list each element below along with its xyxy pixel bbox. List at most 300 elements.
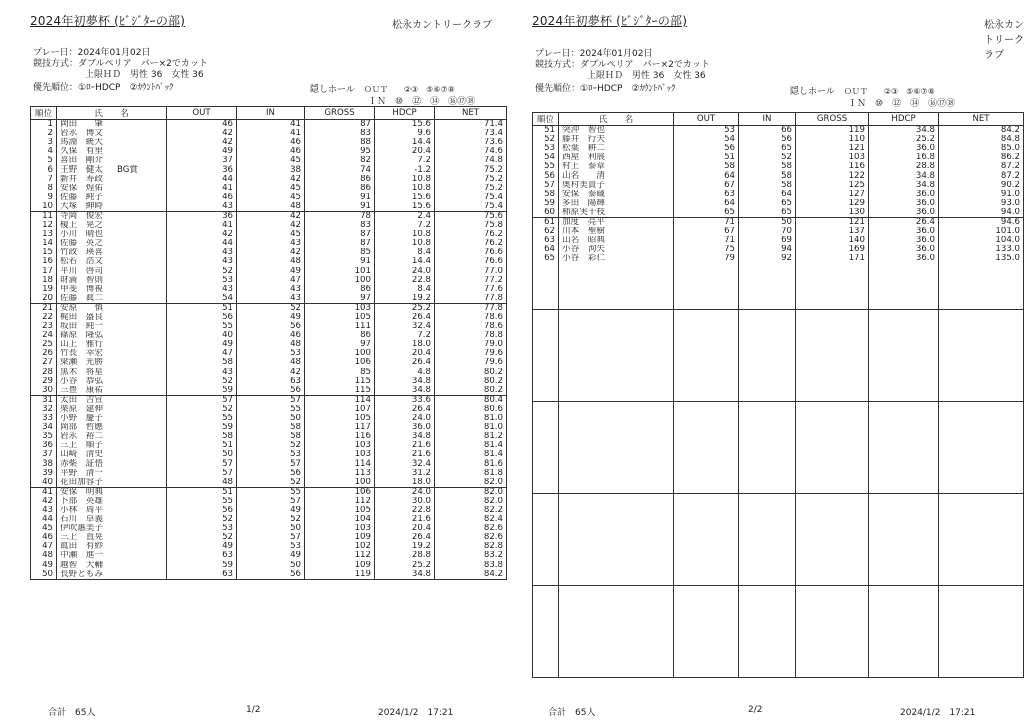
report-title: 2024年初夢杯 (ﾋﾞｼﾞﾀｰの部): [532, 14, 688, 28]
rank-cell: 2: [31, 129, 57, 138]
table-row: [533, 328, 1024, 337]
out-cell: 52: [167, 377, 237, 386]
name-cell: [559, 493, 674, 503]
name-cell: [559, 411, 674, 420]
net-cell: 81.0: [435, 423, 507, 432]
hdcp-cell: [869, 557, 939, 566]
out-cell: 41: [167, 221, 237, 230]
table-row: [533, 190, 1024, 199]
in-cell: 53: [237, 349, 305, 358]
table-row: [533, 622, 1024, 631]
rank-cell: 39: [31, 469, 57, 478]
in-cell: 94: [739, 245, 796, 254]
net-cell: [939, 658, 1024, 667]
out-cell: 43: [167, 248, 237, 257]
net-cell: 87.2: [939, 162, 1024, 171]
in-cell: [739, 668, 796, 678]
table-row: [31, 414, 507, 423]
in-cell: 53: [237, 542, 305, 551]
footer-page-number: 1/2: [246, 705, 261, 715]
name-cell: [57, 515, 167, 524]
table-row: [31, 497, 507, 506]
gross-cell: [796, 411, 869, 420]
player-name: 平川 啓司: [60, 266, 103, 276]
net-cell: 74.6: [435, 147, 507, 156]
hdcp-cell: 21.6: [375, 515, 435, 524]
rank-cell: 51: [533, 126, 559, 136]
hdcp-cell: 22.8: [375, 506, 435, 515]
name-cell: [559, 171, 674, 180]
player-name: 松葉 耕二: [562, 144, 605, 154]
table-row: [533, 171, 1024, 180]
in-cell: [739, 346, 796, 355]
net-cell: [939, 631, 1024, 640]
in-cell: 58: [739, 181, 796, 190]
out-cell: 71: [674, 217, 739, 227]
rank-cell: 10: [31, 202, 57, 212]
name-cell: [559, 346, 674, 355]
gross-cell: [796, 300, 869, 310]
rank-cell: 21: [31, 303, 57, 313]
net-cell: 74.8: [435, 156, 507, 165]
gross-cell: 86: [305, 285, 375, 294]
in-cell: [739, 263, 796, 272]
in-cell: [739, 319, 796, 328]
player-name: 多田 陽輝: [562, 198, 605, 208]
table-row: [31, 211, 507, 221]
player-name: 伊吹惠美子: [60, 524, 103, 534]
hdcp-cell: 8.4: [375, 285, 435, 294]
gross-cell: [796, 658, 869, 667]
table-row: [533, 217, 1024, 227]
in-cell: [739, 411, 796, 420]
player-name: 小林 周平: [60, 505, 103, 515]
gross-cell: 103: [305, 524, 375, 533]
rank-cell: [533, 595, 559, 604]
hdcp-cell: 36.0: [869, 199, 939, 208]
hdcp-cell: [869, 622, 939, 631]
name-cell: [57, 459, 167, 468]
out-cell: 56: [674, 144, 739, 153]
gross-cell: 103: [305, 441, 375, 450]
out-cell: [674, 392, 739, 402]
table-row: [533, 300, 1024, 310]
name-cell: [559, 208, 674, 218]
player-name: 岡田 肇: [60, 119, 103, 130]
player-name: 長野ともみ: [60, 569, 103, 579]
hdcp-cell: [869, 649, 939, 658]
net-cell: [939, 383, 1024, 392]
footer-timestamp: 2024/1/2 17:21: [378, 708, 454, 718]
player-name: 王野 健太: [60, 165, 103, 175]
in-cell: [739, 447, 796, 456]
gross-cell: [796, 512, 869, 521]
player-name: 栗原 建伸: [60, 404, 103, 414]
rank-cell: [533, 374, 559, 383]
rank-cell: [533, 355, 559, 364]
net-cell: 80.6: [435, 405, 507, 414]
net-cell: [939, 668, 1024, 678]
name-cell: [57, 331, 167, 340]
gross-cell: 100: [305, 276, 375, 285]
out-cell: [674, 309, 739, 319]
info-priority: 優先順位：①ﾛｰHDCP ②ｶｳﾝﾄﾊﾞｯｸ: [535, 84, 676, 94]
in-cell: [739, 456, 796, 465]
gross-cell: 100: [305, 349, 375, 358]
name-cell: [559, 282, 674, 291]
gross-cell: 116: [796, 162, 869, 171]
hdcp-cell: 20.4: [375, 524, 435, 533]
net-cell: 82.4: [435, 515, 507, 524]
gross-cell: 86: [305, 184, 375, 193]
table-row: [533, 595, 1024, 604]
net-cell: [939, 392, 1024, 402]
hdcp-cell: 33.6: [375, 395, 435, 405]
net-cell: 71.4: [435, 120, 507, 130]
hdcp-cell: [869, 503, 939, 512]
in-cell: 57: [237, 533, 305, 542]
net-cell: [939, 475, 1024, 484]
name-cell: [57, 221, 167, 230]
out-cell: 49: [167, 542, 237, 551]
in-cell: 41: [237, 120, 305, 130]
gross-cell: [796, 521, 869, 530]
table-row: [533, 631, 1024, 640]
in-cell: 42: [237, 175, 305, 184]
net-cell: 80.2: [435, 368, 507, 377]
rank-cell: 53: [533, 144, 559, 153]
gross-cell: 101: [305, 267, 375, 276]
name-cell: [57, 211, 167, 221]
hdcp-cell: [869, 319, 939, 328]
table-row: [31, 542, 507, 551]
gross-cell: 110: [796, 135, 869, 144]
table-row: [533, 245, 1024, 254]
in-cell: [739, 658, 796, 667]
gross-cell: [796, 530, 869, 539]
table-row: [31, 257, 507, 266]
net-cell: 82.0: [435, 497, 507, 506]
name-cell: [57, 248, 167, 257]
rank-cell: 40: [31, 478, 57, 488]
player-name: 財満 智則: [60, 275, 103, 285]
out-cell: 57: [167, 459, 237, 468]
in-cell: [739, 429, 796, 438]
table-row: [31, 368, 507, 377]
hdcp-cell: [869, 374, 939, 383]
in-cell: 65: [739, 208, 796, 218]
player-name: 岩永 裕二: [60, 432, 103, 442]
header-rank: 順位: [31, 107, 57, 120]
name-cell: [559, 530, 674, 539]
name-cell: [57, 506, 167, 515]
header-gross: GROSS: [796, 113, 869, 126]
table-row: [533, 273, 1024, 282]
gross-cell: 103: [305, 450, 375, 459]
name-cell: [559, 319, 674, 328]
hdcp-cell: 4.8: [375, 368, 435, 377]
rank-cell: 46: [31, 533, 57, 542]
player-name: 三上 直晃: [60, 533, 103, 543]
out-cell: 42: [167, 129, 237, 138]
table-row: [31, 441, 507, 450]
score-table: [532, 112, 1024, 678]
table-row: [533, 263, 1024, 272]
in-cell: [739, 539, 796, 548]
in-cell: 48: [237, 340, 305, 349]
gross-cell: [796, 420, 869, 429]
rank-cell: [533, 493, 559, 503]
hdcp-cell: [869, 447, 939, 456]
out-cell: [674, 585, 739, 595]
hdcp-cell: 21.6: [375, 441, 435, 450]
hdcp-cell: 30.0: [375, 497, 435, 506]
player-name: 石川 卓義: [60, 515, 103, 525]
out-cell: [674, 319, 739, 328]
net-cell: 133.0: [939, 245, 1024, 254]
net-cell: 76.6: [435, 248, 507, 257]
out-cell: 64: [674, 171, 739, 180]
out-cell: 64: [674, 199, 739, 208]
net-cell: 94.6: [939, 217, 1024, 227]
rank-cell: 36: [31, 441, 57, 450]
net-cell: 77.8: [435, 303, 507, 313]
name-cell: [559, 392, 674, 402]
name-cell: [559, 245, 674, 254]
out-cell: 53: [167, 524, 237, 533]
rank-cell: 44: [31, 515, 57, 524]
player-name: 安保 明典: [60, 487, 103, 497]
hdcp-cell: [869, 429, 939, 438]
name-cell: [559, 567, 674, 576]
out-cell: [674, 548, 739, 557]
hdcp-cell: [869, 604, 939, 613]
table-row: [31, 459, 507, 468]
net-cell: [939, 319, 1024, 328]
net-cell: 82.0: [435, 487, 507, 497]
out-cell: 55: [167, 322, 237, 331]
net-cell: [939, 263, 1024, 272]
in-cell: 63: [237, 377, 305, 386]
gross-cell: 102: [305, 542, 375, 551]
net-cell: 82.8: [435, 542, 507, 551]
player-name: 柿原実千枝: [562, 207, 605, 217]
in-cell: [739, 640, 796, 649]
hdcp-cell: 25.2: [869, 135, 939, 144]
rank-cell: [533, 291, 559, 300]
in-cell: 49: [237, 313, 305, 322]
in-cell: [739, 465, 796, 474]
out-cell: 40: [167, 331, 237, 340]
rank-cell: 49: [31, 561, 57, 570]
net-cell: 77.2: [435, 276, 507, 285]
name-cell: [57, 120, 167, 130]
name-cell: [559, 401, 674, 411]
name-cell: [57, 368, 167, 377]
out-cell: 49: [167, 340, 237, 349]
rank-cell: 55: [533, 162, 559, 171]
name-cell: [559, 557, 674, 566]
name-cell: [57, 239, 167, 248]
in-cell: [739, 613, 796, 622]
out-cell: [674, 622, 739, 631]
rank-cell: 16: [31, 257, 57, 266]
player-name: 眞田 有紗: [60, 542, 103, 552]
rank-cell: 15: [31, 248, 57, 257]
out-cell: [674, 263, 739, 272]
name-cell: [559, 144, 674, 153]
net-cell: [939, 521, 1024, 530]
gross-cell: 130: [796, 208, 869, 218]
name-cell: [559, 263, 674, 272]
rank-cell: 38: [31, 459, 57, 468]
out-cell: 53: [167, 276, 237, 285]
table-row: [31, 478, 507, 488]
net-cell: 94.0: [939, 208, 1024, 218]
out-cell: 46: [167, 120, 237, 130]
net-cell: [939, 604, 1024, 613]
hdcp-cell: 31.2: [375, 469, 435, 478]
name-cell: [57, 193, 167, 202]
in-cell: [739, 585, 796, 595]
out-cell: 51: [167, 303, 237, 313]
hdcp-cell: 36.0: [375, 423, 435, 432]
in-cell: 48: [237, 358, 305, 367]
gross-cell: [796, 604, 869, 613]
player-name: 久保 有里: [60, 147, 103, 157]
name-cell: [57, 450, 167, 459]
in-cell: [739, 493, 796, 503]
table-row: [533, 530, 1024, 539]
in-cell: 49: [237, 551, 305, 560]
header-name: 氏 名: [57, 107, 167, 120]
name-cell: [559, 273, 674, 282]
gross-cell: [796, 282, 869, 291]
gross-cell: [796, 447, 869, 456]
gross-cell: 85: [305, 248, 375, 257]
hdcp-cell: [869, 567, 939, 576]
table-row: [31, 515, 507, 524]
table-row: [533, 613, 1024, 622]
in-cell: [739, 649, 796, 658]
hdcp-cell: 22.8: [375, 276, 435, 285]
table-row: [31, 193, 507, 202]
out-cell: 41: [167, 184, 237, 193]
hdcp-cell: 18.0: [375, 340, 435, 349]
table-row: [31, 175, 507, 184]
net-cell: 75.2: [435, 175, 507, 184]
gross-cell: 114: [305, 459, 375, 468]
hidden-holes-label: 隠しホール: [790, 87, 835, 97]
name-cell: [57, 524, 167, 533]
rank-cell: 29: [31, 377, 57, 386]
table-row: [533, 512, 1024, 521]
hidden-holes-label: 隠しホール: [310, 85, 355, 95]
player-name: 花田加容子: [60, 477, 103, 487]
in-cell: [739, 291, 796, 300]
table-row: [31, 450, 507, 459]
net-cell: [939, 456, 1024, 465]
header-in: IN: [739, 113, 796, 126]
name-cell: [57, 414, 167, 423]
in-cell: [739, 530, 796, 539]
net-cell: 75.2: [435, 165, 507, 174]
in-cell: [739, 484, 796, 494]
hdcp-cell: 34.8: [869, 181, 939, 190]
out-cell: 43: [167, 257, 237, 266]
net-cell: 76.2: [435, 239, 507, 248]
net-cell: 79.6: [435, 349, 507, 358]
name-cell: [57, 257, 167, 266]
name-cell: [57, 377, 167, 386]
name-cell: [559, 631, 674, 640]
hdcp-cell: -1.2: [375, 165, 435, 174]
rank-cell: 28: [31, 368, 57, 377]
hdcp-cell: 32.4: [375, 322, 435, 331]
in-cell: 52: [237, 441, 305, 450]
gross-cell: 105: [305, 414, 375, 423]
net-cell: [939, 401, 1024, 411]
hdcp-cell: 7.2: [375, 221, 435, 230]
net-cell: 79.0: [435, 340, 507, 349]
gross-cell: 119: [305, 570, 375, 580]
table-row: [31, 386, 507, 396]
out-cell: 51: [674, 153, 739, 162]
out-cell: 65: [674, 208, 739, 218]
table-row: [31, 239, 507, 248]
gross-cell: 109: [305, 561, 375, 570]
in-cell: [739, 438, 796, 447]
hidden-holes-in: ＩＮ ⑩ ⑫ ⑭ ⑯⑰⑱: [848, 99, 956, 109]
table-row: [533, 447, 1024, 456]
table-row: [31, 358, 507, 367]
rank-cell: [533, 557, 559, 566]
name-cell: [57, 561, 167, 570]
out-cell: [674, 337, 739, 346]
name-cell: [559, 456, 674, 465]
rank-cell: [533, 521, 559, 530]
gross-cell: [796, 364, 869, 373]
header-out: OUT: [674, 113, 739, 126]
out-cell: [674, 383, 739, 392]
info-competition: 競技方式：ダブルペリア パー×2でカット: [33, 59, 208, 69]
table-row: [31, 551, 507, 560]
name-cell: [57, 340, 167, 349]
name-cell: [559, 447, 674, 456]
in-cell: [739, 364, 796, 373]
net-cell: [939, 328, 1024, 337]
table-row: [533, 576, 1024, 586]
net-cell: [939, 273, 1024, 282]
gross-cell: [796, 328, 869, 337]
player-name: 山名 昭典: [562, 236, 605, 246]
out-cell: 44: [167, 175, 237, 184]
net-cell: [939, 291, 1024, 300]
table-row: [533, 548, 1024, 557]
hdcp-cell: [869, 585, 939, 595]
in-cell: 52: [237, 478, 305, 488]
name-cell: [57, 303, 167, 313]
hdcp-cell: 24.0: [375, 414, 435, 423]
player-name: 松若 浩文: [60, 257, 103, 267]
player-name: 平野 清一: [60, 468, 103, 478]
rank-cell: 42: [31, 497, 57, 506]
out-cell: 54: [167, 294, 237, 304]
out-cell: [674, 273, 739, 282]
hdcp-cell: 34.8: [375, 570, 435, 580]
rank-cell: [533, 438, 559, 447]
rank-cell: 54: [533, 153, 559, 162]
